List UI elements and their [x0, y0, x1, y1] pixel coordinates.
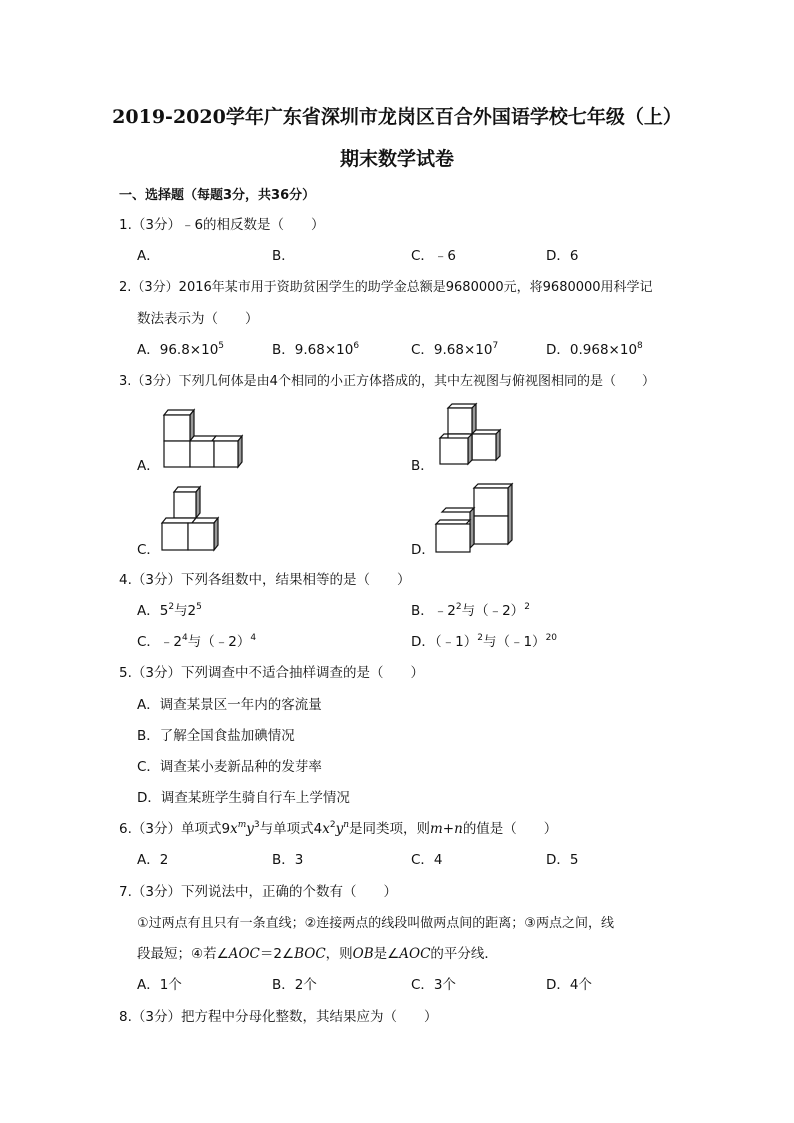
- q5-option-b: B．了解全国食盐加碘情况: [137, 728, 295, 744]
- q5-option-a: A．调查某景区一年内的客流量: [137, 697, 322, 713]
- q1-option-d: D．6: [546, 248, 579, 264]
- q7-option-a: A．1个: [137, 977, 182, 993]
- q2-stem-line2: 数法表示为（ ）: [137, 311, 259, 327]
- exam-title-line1: 2019-2020学年广东省深圳市龙岗区百合外国语学校七年级（上）: [112, 106, 682, 128]
- q3-option-c: C．: [137, 542, 160, 558]
- q6-option-c: C．4: [411, 852, 443, 868]
- q7-option-b: B．2个: [272, 977, 317, 993]
- q6-option-d: D．5: [546, 852, 579, 868]
- q4-stem: 4.（3分）下列各组数中，结果相等的是（ ）: [119, 572, 411, 588]
- q7-stem: 7.（3分）下列说法中，正确的个数有（ ）: [119, 884, 397, 900]
- q3-figure-b: [432, 402, 512, 470]
- q4-option-c: C．$﹣2^4$与（﹣2）$^4$: [137, 633, 257, 650]
- q7-statement-line2: 段最短；④若∠AOC＝2∠BOC，则OB是∠AOC的平分线．: [137, 946, 498, 962]
- q3-option-d: D．: [411, 542, 435, 558]
- q1-option-a: A．: [137, 248, 160, 264]
- q4-option-a: A．$5^2$与$2^5$: [137, 602, 202, 619]
- q2-option-d: D．$0.968\times 10^8$: [546, 341, 643, 358]
- q5-option-c: C．调查某小麦新品种的发芽率: [137, 759, 322, 775]
- q3-figure-d: [432, 482, 518, 556]
- q2-option-b: B．$9.68\times 10^6$: [272, 341, 360, 358]
- q4-option-b: B．$﹣2^2$与（﹣2）$^2$: [411, 602, 530, 619]
- q3-figure-c: [158, 485, 234, 555]
- q3-option-a: A．: [137, 458, 160, 474]
- q1-option-b: B．: [272, 248, 295, 264]
- q6-stem: 6.（3分）单项式$9x^my^3$与单项式$4x^2y^n$是同类项，则m+n的值是（ ）: [119, 820, 558, 837]
- q7-option-d: D．4个: [546, 977, 592, 993]
- section-heading: 一、选择题（每题3分，共36分）: [119, 188, 316, 203]
- q3-figure-a: [160, 408, 246, 470]
- q5-option-d: D．调查某班学生骑自行车上学情况: [137, 790, 350, 806]
- q2-stem-line1: 2.（3分）2016年某市用于资助贫困学生的助学金总额是9680000元，将9680000用科学记: [119, 280, 653, 295]
- q6-option-b: B．3: [272, 852, 304, 868]
- q4-option-d: D．（﹣1）$^2$与（﹣1）$^{20}$: [411, 633, 558, 650]
- q8-stem: 8.（3分）把方程中分母化整数，其结果应为（ ）: [119, 1009, 438, 1025]
- q1-stem: 1.（3分）﹣6的相反数是（ ）: [119, 217, 325, 233]
- q5-stem: 5.（3分）下列调查中不适合抽样调查的是（ ）: [119, 665, 424, 681]
- q3-stem: 3.（3分）下列几何体是由4个相同的小正方体搭成的，其中左视图与俯视图相同的是（ ）: [119, 374, 655, 389]
- exam-title-line2: 期末数学试卷: [339, 148, 454, 170]
- q3-option-b: B．: [411, 458, 434, 474]
- q7-option-c: C．3个: [411, 977, 457, 993]
- q1-option-c: C．﹣6: [411, 248, 457, 264]
- q6-option-a: A．2: [137, 852, 169, 868]
- q2-option-a: A．$96.8\times 10^5$: [137, 341, 225, 358]
- q2-option-c: C．$9.68\times 10^7$: [411, 341, 499, 358]
- q7-statement-line1: ①过两点有且只有一条直线；②连接两点的线段叫做两点间的距离；③两点之间，线: [137, 916, 614, 931]
